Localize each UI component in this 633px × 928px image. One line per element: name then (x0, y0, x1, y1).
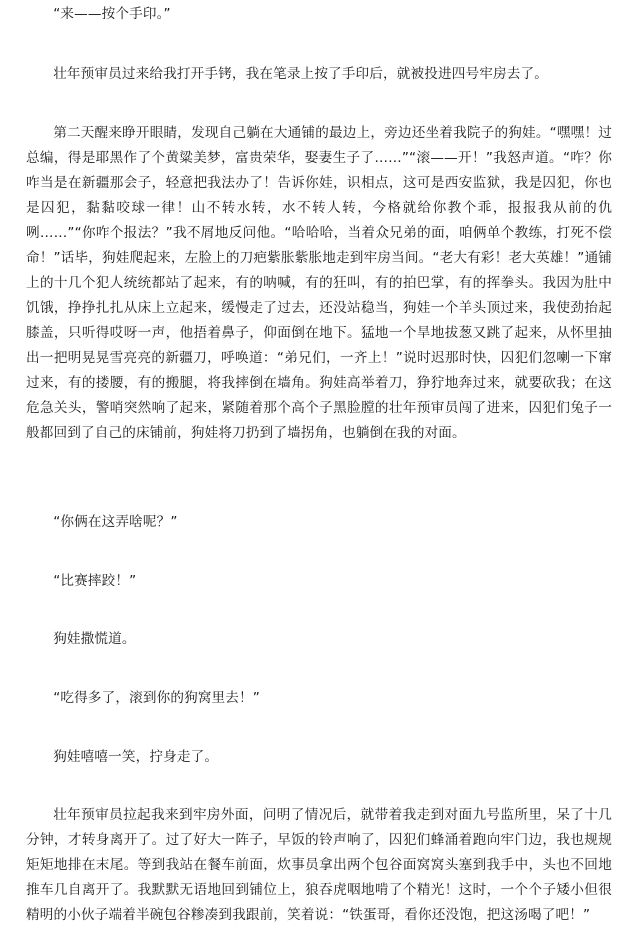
paragraph-6: 狗娃撒慌道。 (53, 631, 136, 647)
paragraph-7: “吃得多了，滚到你的狗窝里去！” (53, 690, 260, 706)
paragraph-1: “来——按个手印。” (53, 6, 171, 22)
paragraph-9: 壮年预审员拉起我来到牢房外面，问明了情况后，就带着我走到对面九号监所里，呆了十几分钟，才转身离开了。过了好大一阵子，早饭的铃声响了，囚犯们蜂涌着跑向牢门边，我也规规矩矩地排在末尾。等到我站在餐车前面，炊事员拿出两个包谷面窝窝头塞到我手中，头也不回地推车几自离开了。我默默无语地回到铺位上，狼吞虎咽地啃了个精光！这时，一个个子矮小但很精明的小伙子端着半碗包谷糁凑到我跟前，笑着说：“铁蛋哥，看你还没饱，把这汤喝了吧！” (26, 807, 612, 923)
paragraph-8: 狗娃嘻嘻一笑，拧身走了。 (53, 749, 219, 765)
paragraph-5: “比赛摔跤！” (53, 573, 137, 589)
paragraph-4: “你俩在这弄啥呢？” (53, 514, 178, 530)
paragraph-3: 第二天醒来睁开眼睛，发现自己躺在大通铺的最边上，旁边还坐着我院子的狗娃。“嘿嘿！过总编，得是耶黑作了个黄粱美梦，富贵荣华，娶妻生子了……”“滚——开！”我怒声道。“咋？你咋当是在新疆那会子，轻意把我法办了！告诉你娃，识相点，这可是西安监狱，我是囚犯，你也是囚犯，黏黏咬球一律！山不转水转，水不转人转，今格就给你教个乖，报报我从前的仇咧……”“你咋个报法？”我不屑地反问他。“哈哈哈，当着众兄弟的面，咱俩单个教练，打死不偿命！”话毕，狗娃爬起来，左脸上的刀疤紫胀紫胀地走到牢房当间。“老大有彩！老大英雄！”通铺上的十几个犯人统统都站了起来，有的呐喊，有的狂叫，有的拍巴掌，有的挥拳头。我因为肚中饥饿，挣挣扎扎从床上立起来，缓慢走了过去，还没站稳当，狗娃一个羊头顶过来，我使劲抬起膝盖，只听得哎呀一声，他捂着鼻子，仰面倒在地下。猛地一个旱地拔葱又跳了起来，从怀里抽出一把明晃晃雪亮亮的新疆刀，呼唤道：“弟兄们，一齐上！”说时迟那时快，囚犯们忽喇一下窜过来，有的搂腰，有的搬腿，将我摔倒在墙角。狗娃高举着刀，狰狞地奔过来，就要砍我；在这危急关头，警哨突然响了起来，紧随着那个高个子黑脸膛的壮年预审员闯了进来，囚犯们兔子一般都回到了自己的床铺前，狗娃将刀扔到了墙拐角，也躺倒在我的对面。 (26, 125, 612, 441)
paragraph-2: 壮年预审员过来给我打开手铐，我在笔录上按了手印后，就被投进四号牢房去了。 (53, 66, 548, 82)
